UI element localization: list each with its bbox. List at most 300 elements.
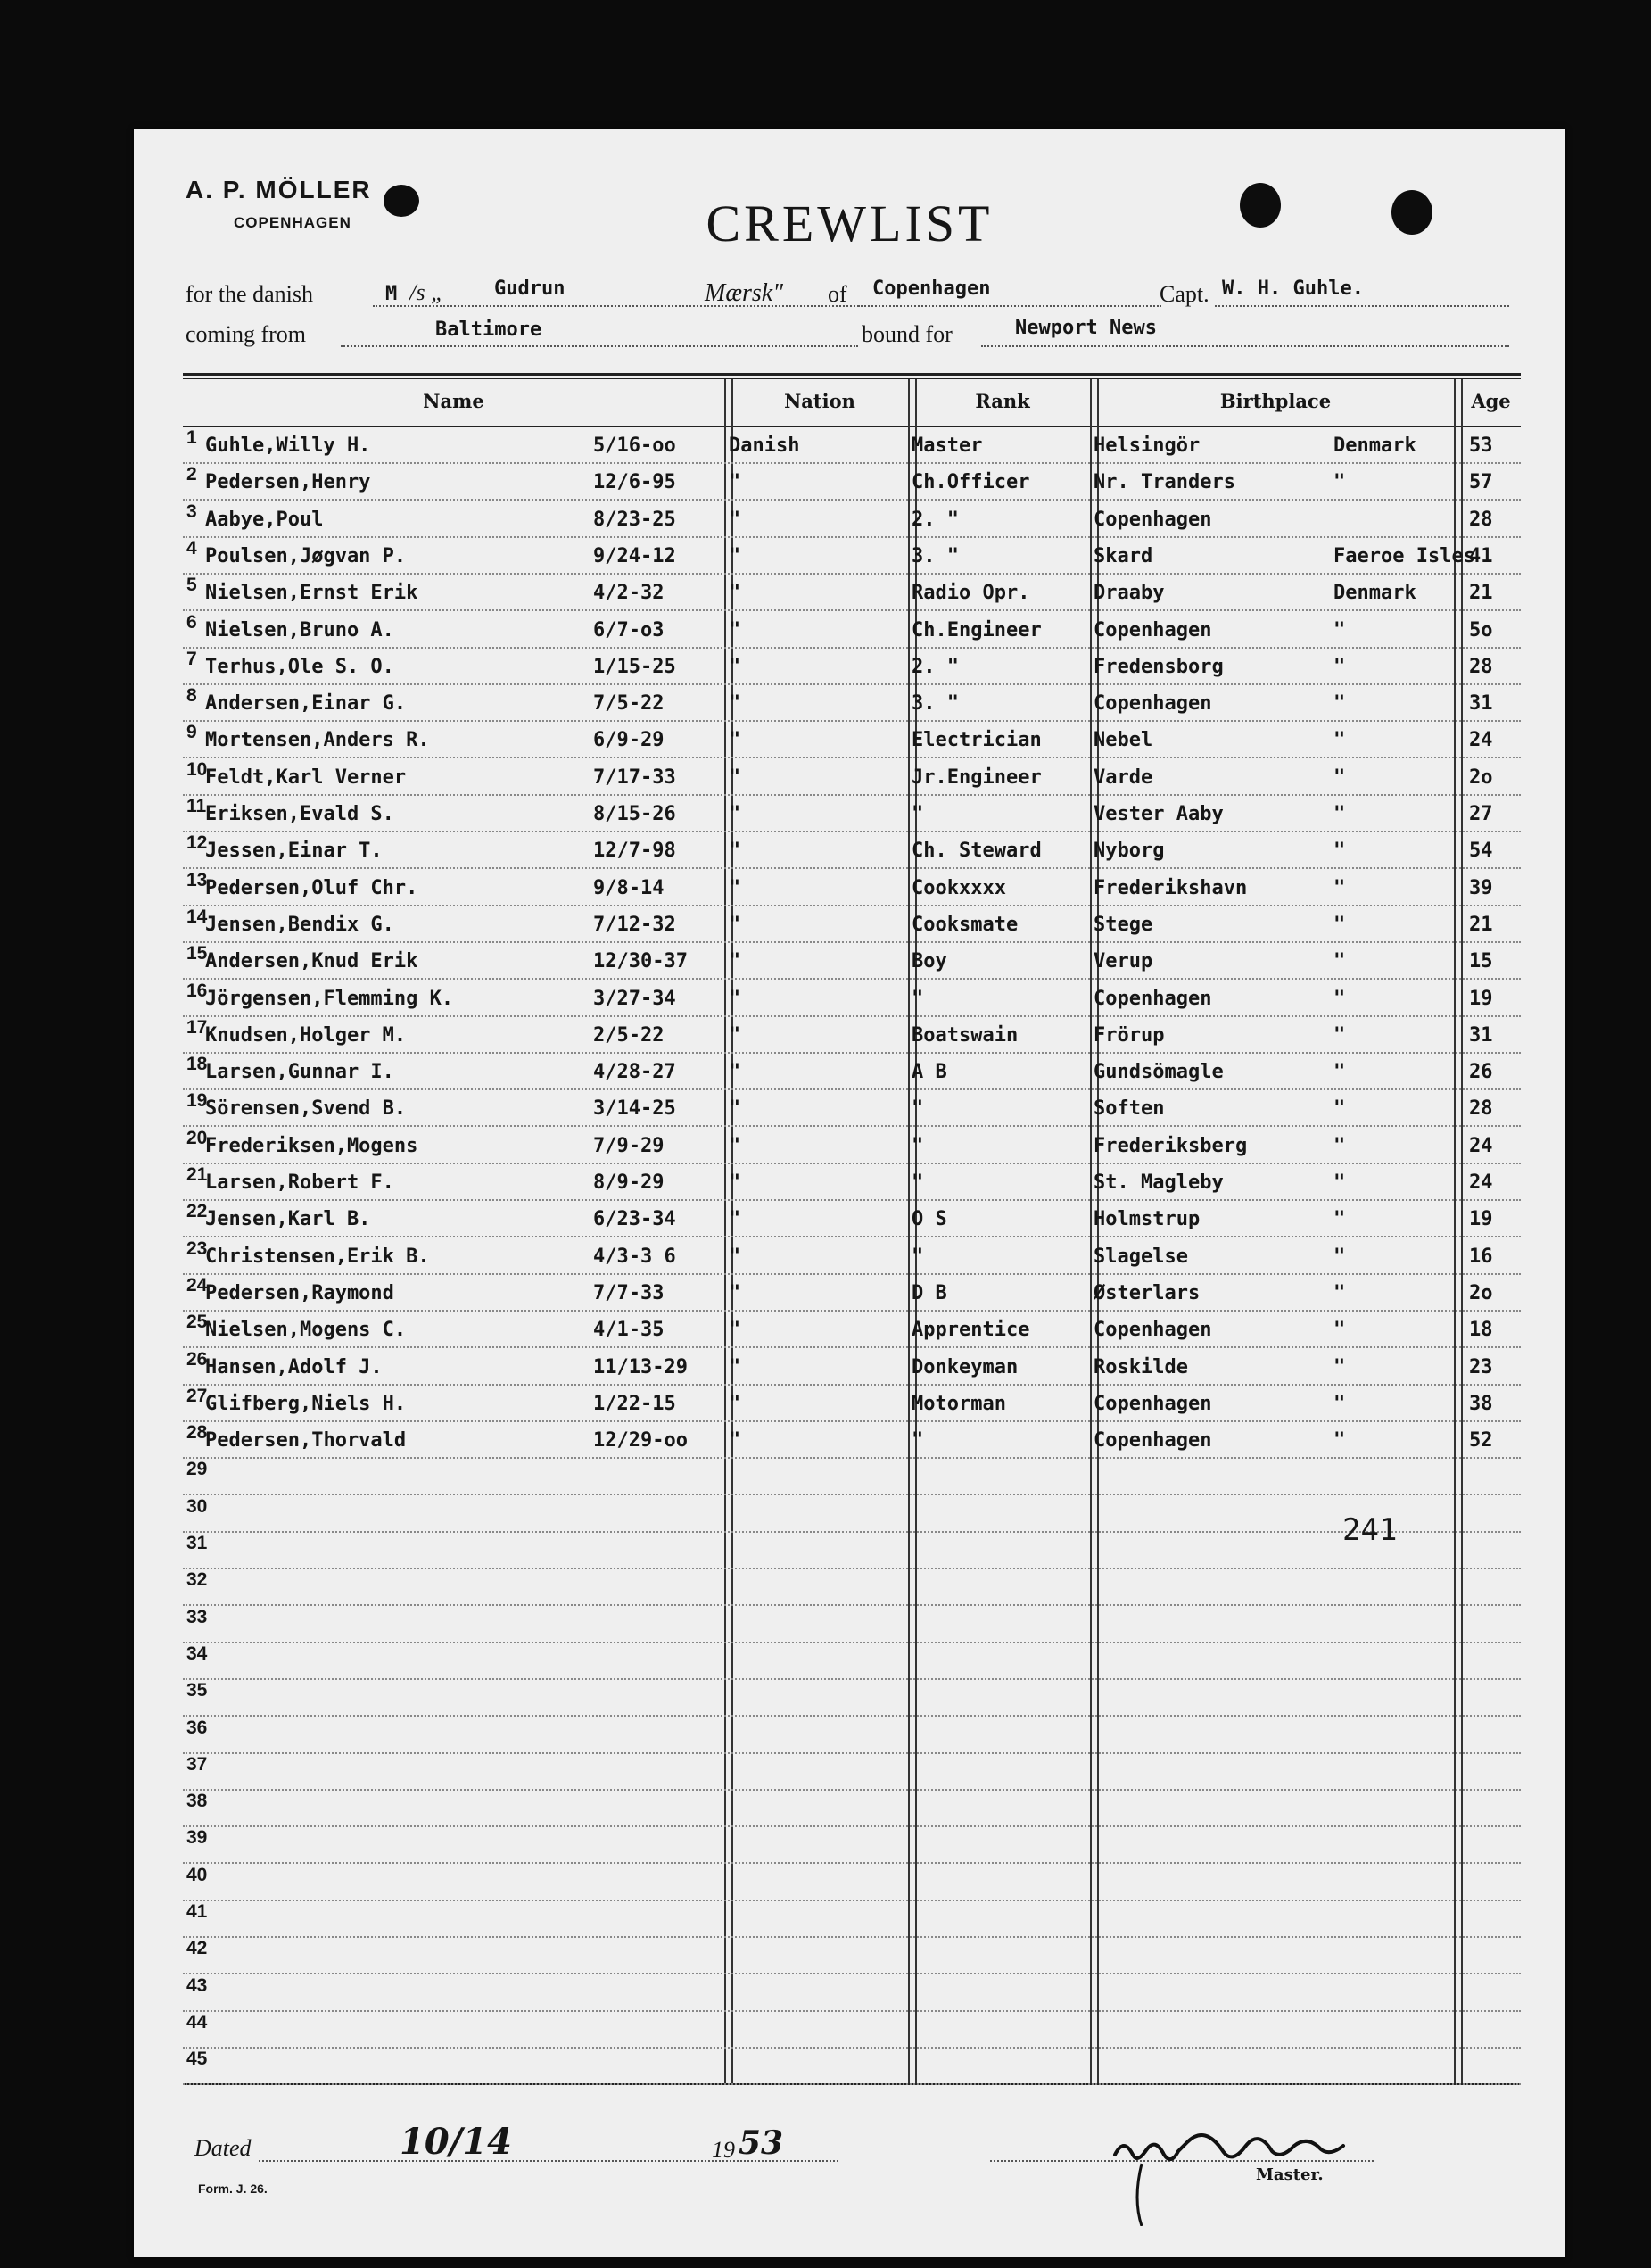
crew-country: " xyxy=(1333,1355,1346,1378)
row-number: 16 xyxy=(186,980,208,1001)
coming-from-line xyxy=(341,345,858,347)
coming-from-value: Baltimore xyxy=(435,319,542,341)
crew-nation: " xyxy=(729,655,741,678)
crew-country: " xyxy=(1333,803,1346,825)
crew-country: " xyxy=(1333,876,1346,899)
crew-age: 21 xyxy=(1469,582,1493,605)
bound-for-label: bound for xyxy=(862,321,953,347)
crew-name: Pedersen,Henry xyxy=(205,471,371,494)
row-number: 42 xyxy=(186,1938,208,1959)
crew-age: 24 xyxy=(1469,729,1493,752)
crew-birthplace: Nyborg xyxy=(1094,840,1165,863)
bound-for-line xyxy=(981,345,1509,347)
crew-age: 54 xyxy=(1469,840,1493,863)
year-prefix: 19 xyxy=(712,2137,735,2163)
crew-age: 16 xyxy=(1469,1245,1493,1268)
crew-age: 53 xyxy=(1469,435,1493,457)
crew-nation: " xyxy=(729,1171,741,1194)
crew-birthdate: 4/3-3 6 xyxy=(593,1245,676,1268)
crew-country: " xyxy=(1333,1319,1346,1342)
crew-name: Terhus,Ole S. O. xyxy=(205,655,394,678)
crew-birthdate: 8/23-25 xyxy=(593,508,676,531)
row-number: 8 xyxy=(186,685,197,707)
crew-nation: " xyxy=(729,692,741,716)
crew-rank: Boatswain xyxy=(912,1023,1019,1047)
crew-birthdate: 2/5-22 xyxy=(593,1023,665,1047)
table-row xyxy=(183,1310,1521,1348)
crew-nation: " xyxy=(729,766,741,789)
crew-birthdate: 7/9-29 xyxy=(593,1134,665,1157)
row-number: 32 xyxy=(186,1569,208,1591)
crew-country: " xyxy=(1333,987,1346,1010)
crew-nation: " xyxy=(729,913,741,936)
crew-name: Eriksen,Evald S. xyxy=(205,803,394,825)
table-row xyxy=(183,1863,1521,1901)
crew-age: 23 xyxy=(1469,1355,1493,1378)
crew-rank: 3. " xyxy=(912,692,959,716)
crew-rank: Motorman xyxy=(912,1392,1006,1415)
row-number: 29 xyxy=(186,1459,208,1480)
crew-birthplace: Frederiksberg xyxy=(1094,1134,1248,1157)
crew-country: " xyxy=(1333,1392,1346,1415)
table-row xyxy=(183,941,1521,980)
table-row xyxy=(183,1237,1521,1275)
crew-age: 31 xyxy=(1469,1023,1493,1047)
crew-country: " xyxy=(1333,1245,1346,1268)
row-number: 41 xyxy=(186,1901,208,1922)
crew-rank: Apprentice xyxy=(912,1319,1030,1342)
crew-birthplace: Frederikshavn xyxy=(1094,876,1248,899)
crew-age: 2o xyxy=(1469,1281,1493,1304)
crew-birthplace: Copenhagen xyxy=(1094,1429,1212,1453)
crew-rank: " xyxy=(912,987,924,1010)
table-row xyxy=(183,2010,1521,2049)
table-row xyxy=(183,868,1521,906)
crew-nation: " xyxy=(729,1281,741,1304)
crew-age: 52 xyxy=(1469,1429,1493,1453)
crew-age: 2o xyxy=(1469,766,1493,789)
crew-birthplace: Copenhagen xyxy=(1094,987,1212,1010)
table-row xyxy=(183,1347,1521,1386)
row-number: 21 xyxy=(186,1164,208,1185)
row-number: 31 xyxy=(186,1533,208,1553)
port-name: Copenhagen xyxy=(872,277,991,300)
company-city: COPENHAGEN xyxy=(234,214,351,231)
table-row xyxy=(183,1088,1521,1127)
table-row xyxy=(183,1015,1521,1054)
capt-label: Capt. xyxy=(1160,281,1209,307)
crew-age: 41 xyxy=(1469,544,1493,567)
crewlist-form xyxy=(134,129,1565,2257)
table-row xyxy=(183,1825,1521,1864)
crew-birthdate: 6/9-29 xyxy=(593,729,665,752)
table-row xyxy=(183,2047,1521,2085)
crew-birthdate: 8/9-29 xyxy=(593,1171,665,1194)
crew-birthplace: Vester Aaby xyxy=(1094,803,1224,825)
table-row xyxy=(183,794,1521,832)
crew-country: " xyxy=(1333,1134,1346,1157)
crew-birthdate: 5/16-oo xyxy=(593,435,676,457)
crew-birthdate: 7/5-22 xyxy=(593,692,665,716)
table-row xyxy=(183,1163,1521,1201)
crew-country: " xyxy=(1333,655,1346,678)
crew-age: 18 xyxy=(1469,1319,1493,1342)
crew-nation: " xyxy=(729,618,741,641)
table-row xyxy=(183,1605,1521,1643)
crew-name: Pedersen,Raymond xyxy=(205,1281,394,1304)
crew-country: " xyxy=(1333,729,1346,752)
table-row xyxy=(183,1199,1521,1237)
crew-birthdate: 3/14-25 xyxy=(593,1097,676,1121)
row-number: 30 xyxy=(186,1495,208,1517)
table-row xyxy=(183,1752,1521,1791)
table-row xyxy=(183,1457,1521,1495)
crew-country: " xyxy=(1333,1281,1346,1304)
handwritten-year: 53 xyxy=(739,2124,784,2162)
row-number: 19 xyxy=(186,1090,208,1112)
crew-country: Faeroe Isles xyxy=(1333,544,1475,567)
table-top-rule xyxy=(183,373,1521,376)
crew-name: Glifberg,Niels H. xyxy=(205,1392,407,1415)
crew-nation: " xyxy=(729,1319,741,1342)
dated-label: Dated xyxy=(194,2135,252,2161)
table-row xyxy=(183,1531,1521,1569)
table-row xyxy=(183,610,1521,649)
crew-age: 28 xyxy=(1469,655,1493,678)
crew-birthplace: Slagelse xyxy=(1094,1245,1188,1268)
crew-rank: Ch. Steward xyxy=(912,840,1042,863)
row-number: 38 xyxy=(186,1791,208,1812)
crew-rank: Cookxxxx xyxy=(912,876,1006,899)
vessel-name: Gudrun xyxy=(494,277,565,300)
row-number: 20 xyxy=(186,1127,208,1148)
column-header-name: Name xyxy=(423,390,484,412)
crew-name: Pedersen,Thorvald xyxy=(205,1429,407,1453)
crew-birthdate: 4/2-32 xyxy=(593,582,665,605)
crew-nation: " xyxy=(729,950,741,973)
crew-birthdate: 11/13-29 xyxy=(593,1355,688,1378)
crew-name: Nielsen,Bruno A. xyxy=(205,618,394,641)
crew-rank: A B xyxy=(912,1061,947,1084)
row-number: 3 xyxy=(186,501,197,522)
crew-name: Larsen,Robert F. xyxy=(205,1171,394,1194)
of-label: of xyxy=(828,281,847,307)
crew-country: " xyxy=(1333,766,1346,789)
crew-rank: O S xyxy=(912,1208,947,1231)
column-header-birthplace: Birthplace xyxy=(1219,390,1332,412)
row-number: 36 xyxy=(186,1717,208,1738)
crew-age: 21 xyxy=(1469,913,1493,936)
captain-line xyxy=(1215,305,1509,307)
crew-birthplace: Varde xyxy=(1094,766,1153,789)
crew-nation: " xyxy=(729,1061,741,1084)
crew-nation: " xyxy=(729,1392,741,1415)
crew-birthdate: 7/7-33 xyxy=(593,1281,665,1304)
crew-birthdate: 7/12-32 xyxy=(593,913,676,936)
row-number: 43 xyxy=(186,1974,208,1996)
row-number: 1 xyxy=(186,427,197,448)
crew-name: Pedersen,Oluf Chr. xyxy=(205,876,418,899)
table-row xyxy=(183,1384,1521,1422)
crew-country: " xyxy=(1333,950,1346,973)
row-number: 25 xyxy=(186,1312,208,1333)
crew-birthplace: Verup xyxy=(1094,950,1153,973)
table-row xyxy=(183,500,1521,538)
crew-age: 27 xyxy=(1469,803,1493,825)
crew-name: Andersen,Einar G. xyxy=(205,692,407,716)
crew-birthdate: 12/7-98 xyxy=(593,840,676,863)
table-row xyxy=(183,1936,1521,1974)
crew-nation: Danish xyxy=(729,435,800,457)
company-name: A. P. MÖLLER xyxy=(186,176,372,203)
crew-country: " xyxy=(1333,840,1346,863)
row-number: 18 xyxy=(186,1054,208,1075)
row-number: 15 xyxy=(186,943,208,964)
row-number: 17 xyxy=(186,1016,208,1038)
crew-rank: Donkeyman xyxy=(912,1355,1019,1378)
table-row xyxy=(183,1052,1521,1090)
table-row xyxy=(183,1900,1521,1938)
crew-rank: Boy xyxy=(912,950,947,973)
crew-nation: " xyxy=(729,508,741,531)
crew-nation: " xyxy=(729,1245,741,1268)
row-number: 28 xyxy=(186,1422,208,1444)
crew-birthdate: 9/8-14 xyxy=(593,876,665,899)
crew-rank: " xyxy=(912,803,924,825)
crew-age: 31 xyxy=(1469,692,1493,716)
crew-birthplace: Copenhagen xyxy=(1094,618,1212,641)
row-number: 10 xyxy=(186,758,208,780)
crew-birthdate: 1/15-25 xyxy=(593,655,676,678)
crew-birthdate: 1/22-15 xyxy=(593,1392,676,1415)
table-row xyxy=(183,1716,1521,1754)
crew-name: Nielsen,Ernst Erik xyxy=(205,582,418,605)
row-number: 39 xyxy=(186,1827,208,1849)
table-top-rule-2 xyxy=(183,378,1521,379)
table-row xyxy=(183,979,1521,1017)
row-number: 44 xyxy=(186,2011,208,2032)
crew-country: " xyxy=(1333,618,1346,641)
row-number: 23 xyxy=(186,1237,208,1259)
row-number: 34 xyxy=(186,1643,208,1664)
crew-birthplace: Fredensborg xyxy=(1094,655,1224,678)
crew-birthplace: Helsingör xyxy=(1094,435,1201,457)
handwritten-date: 10/14 xyxy=(400,2121,512,2163)
crew-name: Jensen,Karl B. xyxy=(205,1208,371,1231)
crew-country: " xyxy=(1333,692,1346,716)
crew-birthplace: Copenhagen xyxy=(1094,1319,1212,1342)
crew-country: " xyxy=(1333,1208,1346,1231)
crew-nation: " xyxy=(729,1355,741,1378)
crew-birthdate: 12/29-oo xyxy=(593,1429,688,1453)
coming-from-label: coming from xyxy=(186,321,307,347)
port-line xyxy=(858,305,1161,307)
crew-birthplace: Stege xyxy=(1094,913,1153,936)
crew-rank: Radio Opr. xyxy=(912,582,1030,605)
crew-rank: Electrician xyxy=(912,729,1042,752)
master-label: Master. xyxy=(1256,2165,1324,2184)
crew-country: " xyxy=(1333,913,1346,936)
crew-name: Knudsen,Holger M. xyxy=(205,1023,407,1047)
table-row xyxy=(183,647,1521,685)
page-title: CREWLIST xyxy=(706,195,994,252)
crew-nation: " xyxy=(729,1429,741,1453)
row-number: 37 xyxy=(186,1753,208,1775)
crew-rank: 2. " xyxy=(912,508,959,531)
row-number: 33 xyxy=(186,1606,208,1627)
column-header-rank: Rank xyxy=(975,390,1030,412)
column-header-nation: Nation xyxy=(784,390,855,412)
row-number: 9 xyxy=(186,722,197,743)
captain-name: W. H. Guhle. xyxy=(1222,277,1364,300)
row-number: 13 xyxy=(186,869,208,890)
crew-age: 19 xyxy=(1469,1208,1493,1231)
crew-rank: 3. " xyxy=(912,544,959,567)
crew-name: Jensen,Bendix G. xyxy=(205,913,394,936)
crew-birthdate: 4/28-27 xyxy=(593,1061,676,1084)
row-number: 5 xyxy=(186,575,197,596)
crew-nation: " xyxy=(729,1208,741,1231)
crew-country: Denmark xyxy=(1333,435,1416,457)
crew-birthplace: Copenhagen xyxy=(1094,1392,1212,1415)
crew-name: Jessen,Einar T. xyxy=(205,840,383,863)
table-row xyxy=(183,426,1521,464)
crew-nation: " xyxy=(729,803,741,825)
table-row xyxy=(183,462,1521,501)
table-row xyxy=(183,536,1521,575)
row-number: 24 xyxy=(186,1274,208,1295)
crew-birthplace: Østerlars xyxy=(1094,1281,1201,1304)
crew-age: 19 xyxy=(1469,987,1493,1010)
crew-country: " xyxy=(1333,1061,1346,1084)
crew-age: 15 xyxy=(1469,950,1493,973)
crew-name: Hansen,Adolf J. xyxy=(205,1355,383,1378)
crew-rank: " xyxy=(912,1171,924,1194)
crew-name: Christensen,Erik B. xyxy=(205,1245,430,1268)
crew-rank: Ch.Engineer xyxy=(912,618,1042,641)
row-number: 45 xyxy=(186,2049,208,2070)
crew-name: Sörensen,Svend B. xyxy=(205,1097,407,1121)
vessel-suffix: Mærsk" xyxy=(705,279,783,307)
crew-birthplace: Copenhagen xyxy=(1094,692,1212,716)
crew-nation: " xyxy=(729,729,741,752)
crew-birthplace: Nr. Tranders xyxy=(1094,471,1235,494)
crew-country: Denmark xyxy=(1333,582,1416,605)
crew-country: " xyxy=(1333,1023,1346,1047)
table-row xyxy=(183,1678,1521,1717)
crew-age: 24 xyxy=(1469,1134,1493,1157)
row-number: 27 xyxy=(186,1385,208,1406)
crew-age: 28 xyxy=(1469,1097,1493,1121)
crew-birthdate: 6/23-34 xyxy=(593,1208,676,1231)
crew-birthdate: 12/30-37 xyxy=(593,950,688,973)
row-number: 40 xyxy=(186,1864,208,1885)
crew-age: 24 xyxy=(1469,1171,1493,1194)
crew-nation: " xyxy=(729,1023,741,1047)
row-number: 2 xyxy=(186,464,197,485)
vessel-prefix: M /s „ xyxy=(385,279,444,305)
table-row xyxy=(183,1568,1521,1606)
bound-for-value: Newport News xyxy=(1015,317,1157,339)
table-row xyxy=(183,1273,1521,1312)
crew-birthplace: Copenhagen xyxy=(1094,508,1212,531)
crew-birthdate: 7/17-33 xyxy=(593,766,676,789)
crew-birthdate: 9/24-12 xyxy=(593,544,676,567)
crew-age: 39 xyxy=(1469,876,1493,899)
crew-birthplace: Nebel xyxy=(1094,729,1153,752)
crew-country: " xyxy=(1333,1097,1346,1121)
crew-name: Feldt,Karl Verner xyxy=(205,766,407,789)
crew-rank: Master xyxy=(912,435,983,457)
crew-birthdate: 8/15-26 xyxy=(593,803,676,825)
stamp-number: 241 xyxy=(1342,1512,1398,1548)
crew-name: Guhle,Willy H. xyxy=(205,435,371,457)
crew-name: Jörgensen,Flemming K. xyxy=(205,987,454,1010)
crew-age: 26 xyxy=(1469,1061,1493,1084)
row-number: 14 xyxy=(186,906,208,927)
row-number: 7 xyxy=(186,648,197,669)
table-row xyxy=(183,1494,1521,1533)
crew-birthplace: Soften xyxy=(1094,1097,1165,1121)
crew-rank: " xyxy=(912,1429,924,1453)
table-row xyxy=(183,683,1521,722)
table-row xyxy=(183,720,1521,758)
row-number: 11 xyxy=(186,796,207,816)
crew-rank: D B xyxy=(912,1281,947,1304)
crew-nation: " xyxy=(729,876,741,899)
crew-rank: Ch.Officer xyxy=(912,471,1030,494)
crew-birthplace: Holmstrup xyxy=(1094,1208,1201,1231)
crew-nation: " xyxy=(729,544,741,567)
table-row xyxy=(183,1420,1521,1459)
row-number: 4 xyxy=(186,537,197,559)
crew-nation: " xyxy=(729,471,741,494)
crew-nation: " xyxy=(729,987,741,1010)
crew-birthplace: St. Magleby xyxy=(1094,1171,1224,1194)
crew-rank: " xyxy=(912,1134,924,1157)
crew-rank: Cooksmate xyxy=(912,913,1019,936)
table-row xyxy=(183,1126,1521,1164)
crew-birthplace: Draaby xyxy=(1094,582,1165,605)
crew-rank: " xyxy=(912,1097,924,1121)
crew-nation: " xyxy=(729,1134,741,1157)
crew-name: Aabye,Poul xyxy=(205,508,324,531)
crew-country: " xyxy=(1333,1171,1346,1194)
crew-birthdate: 3/27-34 xyxy=(593,987,676,1010)
table-row xyxy=(183,831,1521,869)
table-row xyxy=(183,1789,1521,1827)
row-number: 22 xyxy=(186,1201,208,1222)
row-number: 6 xyxy=(186,611,197,633)
crew-name: Andersen,Knud Erik xyxy=(205,950,418,973)
crew-country: " xyxy=(1333,1429,1346,1453)
crew-name: Mortensen,Anders R. xyxy=(205,729,430,752)
crew-nation: " xyxy=(729,582,741,605)
crew-name: Nielsen,Mogens C. xyxy=(205,1319,407,1342)
crew-age: 5o xyxy=(1469,618,1493,641)
crew-rank: Jr.Engineer xyxy=(912,766,1042,789)
crew-age: 28 xyxy=(1469,508,1493,531)
table-row xyxy=(183,1974,1521,2012)
row-number: 12 xyxy=(186,832,208,854)
crew-name: Larsen,Gunnar I. xyxy=(205,1061,394,1084)
row-number: 26 xyxy=(186,1348,208,1370)
table-row xyxy=(183,905,1521,943)
crew-age: 38 xyxy=(1469,1392,1493,1415)
crew-rank: " xyxy=(912,1245,924,1268)
row-number: 35 xyxy=(186,1680,208,1701)
crew-nation: " xyxy=(729,840,741,863)
